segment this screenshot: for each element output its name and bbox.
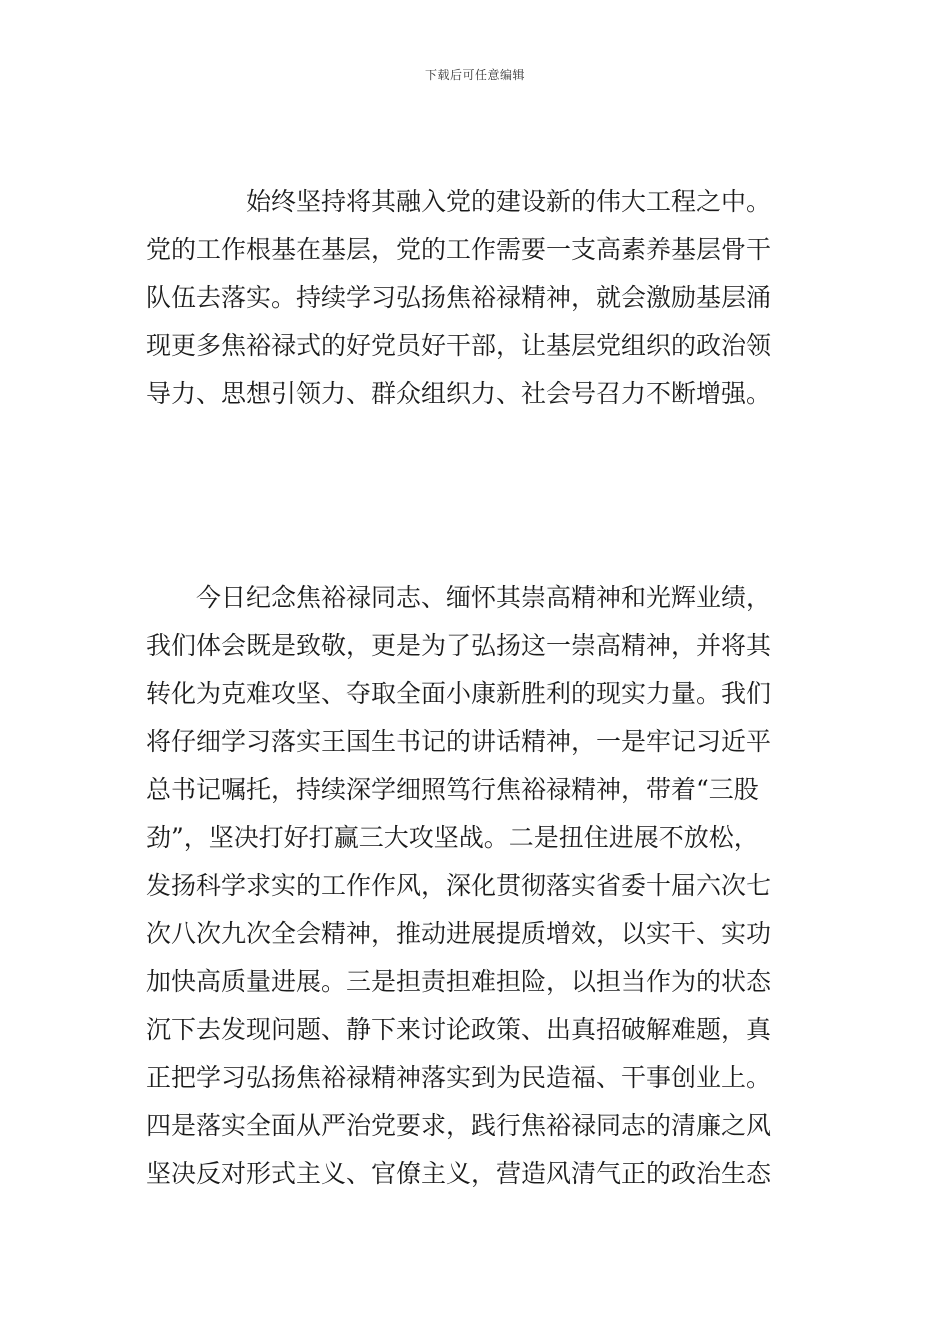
- paragraph-line: 劲”，坚决打好打赢三大攻坚战。二是扭住进展不放松，: [146, 823, 759, 852]
- paragraph-line: 沉下去发现问题、静下来讨论政策、出真招破解难题，真: [146, 1015, 772, 1044]
- paragraph-line: 始终坚持将其融入党的建设新的伟大工程之中。: [246, 187, 772, 216]
- paragraph-line: 导力、思想引领力、群众组织力、社会号召力不断增强。: [146, 379, 772, 408]
- paragraph-line: 将仔细学习落实王国生书记的讲话精神，一是牢记习近平: [146, 727, 772, 756]
- paragraph-line: 总书记嘱托，持续深学细照笃行焦裕禄精神，带着“三股: [146, 775, 759, 804]
- paragraph-line: 发扬科学求实的工作作风，深化贯彻落实省委十届六次七: [146, 871, 772, 900]
- paragraph-line: 队伍去落实。持续学习弘扬焦裕禄精神，就会激励基层涌: [146, 283, 772, 312]
- paragraph-1: [146, 178, 806, 418]
- paragraph-line: 正把学习弘扬焦裕禄精神落实到为民造福、干事创业上。: [146, 1063, 772, 1092]
- paragraph-2: [146, 574, 806, 1198]
- paragraph-line: 现更多焦裕禄式的好党员好干部，让基层党组织的政治领: [146, 331, 772, 360]
- paragraph-line: 今日纪念焦裕禄同志、缅怀其崇高精神和光辉业绩，: [196, 583, 772, 612]
- paragraph-line: 次八次九次全会精神，推动进展提质增效，以实干、实功: [146, 919, 772, 948]
- page-header-note: 下载后可任意编辑: [424, 68, 525, 82]
- paragraph-line: 四是落实全面从严治党要求，践行焦裕禄同志的清廉之风: [146, 1111, 772, 1140]
- paragraph-line: 坚决反对形式主义、官僚主义，营造风清气正的政治生态: [146, 1159, 772, 1188]
- paragraph-line: 加快高质量进展。三是担责担难担险，以担当作为的状态: [146, 967, 772, 996]
- paragraph-line: 转化为克难攻坚、夺取全面小康新胜利的现实力量。我们: [146, 679, 772, 708]
- paragraph-line: 党的工作根基在基层，党的工作需要一支高素养基层骨干: [146, 235, 772, 264]
- paragraph-line: 我们体会既是致敬，更是为了弘扬这一崇高精神，并将其: [146, 631, 772, 660]
